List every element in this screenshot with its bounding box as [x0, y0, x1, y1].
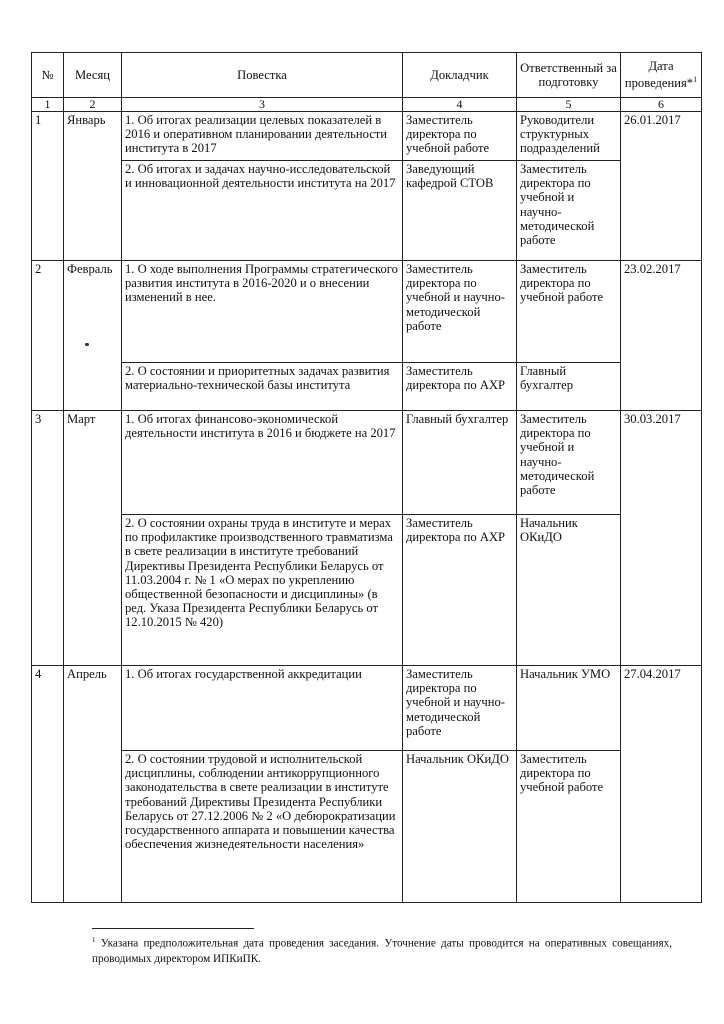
scan-speck — [85, 343, 89, 346]
responsible-cell: Заместитель директора по учебной и научно-методической работе — [517, 411, 621, 515]
responsible-cell: Заместитель директора по учебной работе — [517, 751, 621, 903]
meeting-date: 27.04.2017 — [621, 666, 702, 903]
column-number: 5 — [517, 98, 621, 112]
agenda-item: 1. Об итогах государственной аккредитации — [122, 666, 403, 751]
speaker-cell: Начальник ОКиДО — [403, 751, 517, 903]
speaker-cell: Заместитель директора по АХР — [403, 515, 517, 666]
meeting-date: 23.02.2017 — [621, 261, 702, 411]
agenda-item: 2. О состоянии и приоритетных задачах развития материально-технической базы института — [122, 363, 403, 411]
header-num: № — [32, 53, 64, 98]
responsible-cell: Руководители структурных подразделений — [517, 112, 621, 161]
row-month: Февраль — [64, 261, 122, 411]
footnote-divider — [92, 928, 254, 929]
column-numbers-row — [32, 98, 702, 112]
column-number: 1 — [32, 98, 64, 112]
table-row — [32, 751, 702, 903]
agenda-item: 1. Об итогах финансово-экономической деятельности института в 2016 и бюджете на 2017 — [122, 411, 403, 515]
header-speaker: Докладчик — [403, 53, 517, 98]
table-row — [32, 363, 702, 411]
column-number: 2 — [64, 98, 122, 112]
responsible-cell: Начальник УМО — [517, 666, 621, 751]
row-month: Апрель — [64, 666, 122, 903]
row-number: 1 — [32, 112, 64, 261]
agenda-item: 2. О состоянии охраны труда в институте и мерах по профилактике производственного травматизма в свете реализации в институте требований Директивы Президента Республики Беларусь от 11.03.2004 г. № 1 «О мерах по укреплению общественной безопасности и дисциплины» (в ред. Указа Президента Республики Беларусь от 12.10.2015 № 420) — [122, 515, 403, 666]
responsible-cell: Главный бухгалтер — [517, 363, 621, 411]
speaker-cell: Заместитель директора по учебной и научно-методической работе — [403, 261, 517, 363]
row-month: Январь — [64, 112, 122, 261]
speaker-cell: Заместитель директора по учебной и научно-методической работе — [403, 666, 517, 751]
column-number: 6 — [621, 98, 702, 112]
speaker-cell: Заместитель директора по АХР — [403, 363, 517, 411]
meeting-date: 30.03.2017 — [621, 411, 702, 666]
header-month: Месяц — [64, 53, 122, 98]
footnote — [92, 933, 672, 967]
footnote-text: Указана предположительная дата проведения заседания. Уточнение даты проводится на оперативных совещаниях, проводимых директором ИПКиПК. — [92, 937, 672, 965]
column-number: 4 — [403, 98, 517, 112]
footnote-ref: 1 — [693, 75, 698, 85]
row-number: 4 — [32, 666, 64, 903]
meeting-plan-table — [31, 52, 702, 903]
header-responsible: Ответственный за подготовку — [517, 53, 621, 98]
header-date-label: Дата проведения* — [624, 59, 694, 91]
footnote-mark: 1 — [92, 936, 96, 944]
agenda-item: 1. Об итогах реализации целевых показателей в 2016 и оперативном планировании деятельности института в 2017 — [122, 112, 403, 161]
table-row — [32, 161, 702, 261]
table-row — [32, 666, 702, 751]
table-row — [32, 261, 702, 363]
row-number: 3 — [32, 411, 64, 666]
table-row — [32, 112, 702, 161]
agenda-item: 1. О ходе выполнения Программы стратегического развития института в 2016-2020 и о внесении изменений в нее. — [122, 261, 403, 363]
responsible-cell: Начальник ОКиДО — [517, 515, 621, 666]
table-row — [32, 515, 702, 666]
table-row — [32, 411, 702, 515]
header-agenda: Повестка — [122, 53, 403, 98]
agenda-item: 2. О состоянии трудовой и исполнительской дисциплины, соблюдении антикоррупционного законодательства в свете реализации в институте требований Директивы Президента Республики Беларусь от 27.12.2006 № 2 «О дебюрократизации государственного аппарата и повышении качества обеспечения жизнедеятельности населения» — [122, 751, 403, 903]
speaker-cell: Заведующий кафедрой СТОВ — [403, 161, 517, 261]
table-header-row — [32, 53, 702, 98]
responsible-cell: Заместитель директора по учебной и научно-методической работе — [517, 161, 621, 261]
row-number: 2 — [32, 261, 64, 411]
responsible-cell: Заместитель директора по учебной работе — [517, 261, 621, 363]
meeting-date: 26.01.2017 — [621, 112, 702, 261]
header-date — [621, 53, 702, 98]
row-month: Март — [64, 411, 122, 666]
speaker-cell: Заместитель директора по учебной работе — [403, 112, 517, 161]
column-number: 3 — [122, 98, 403, 112]
agenda-item: 2. Об итогах и задачах научно-исследовательской и инновационной деятельности института на 2017 — [122, 161, 403, 261]
speaker-cell: Главный бухгалтер — [403, 411, 517, 515]
